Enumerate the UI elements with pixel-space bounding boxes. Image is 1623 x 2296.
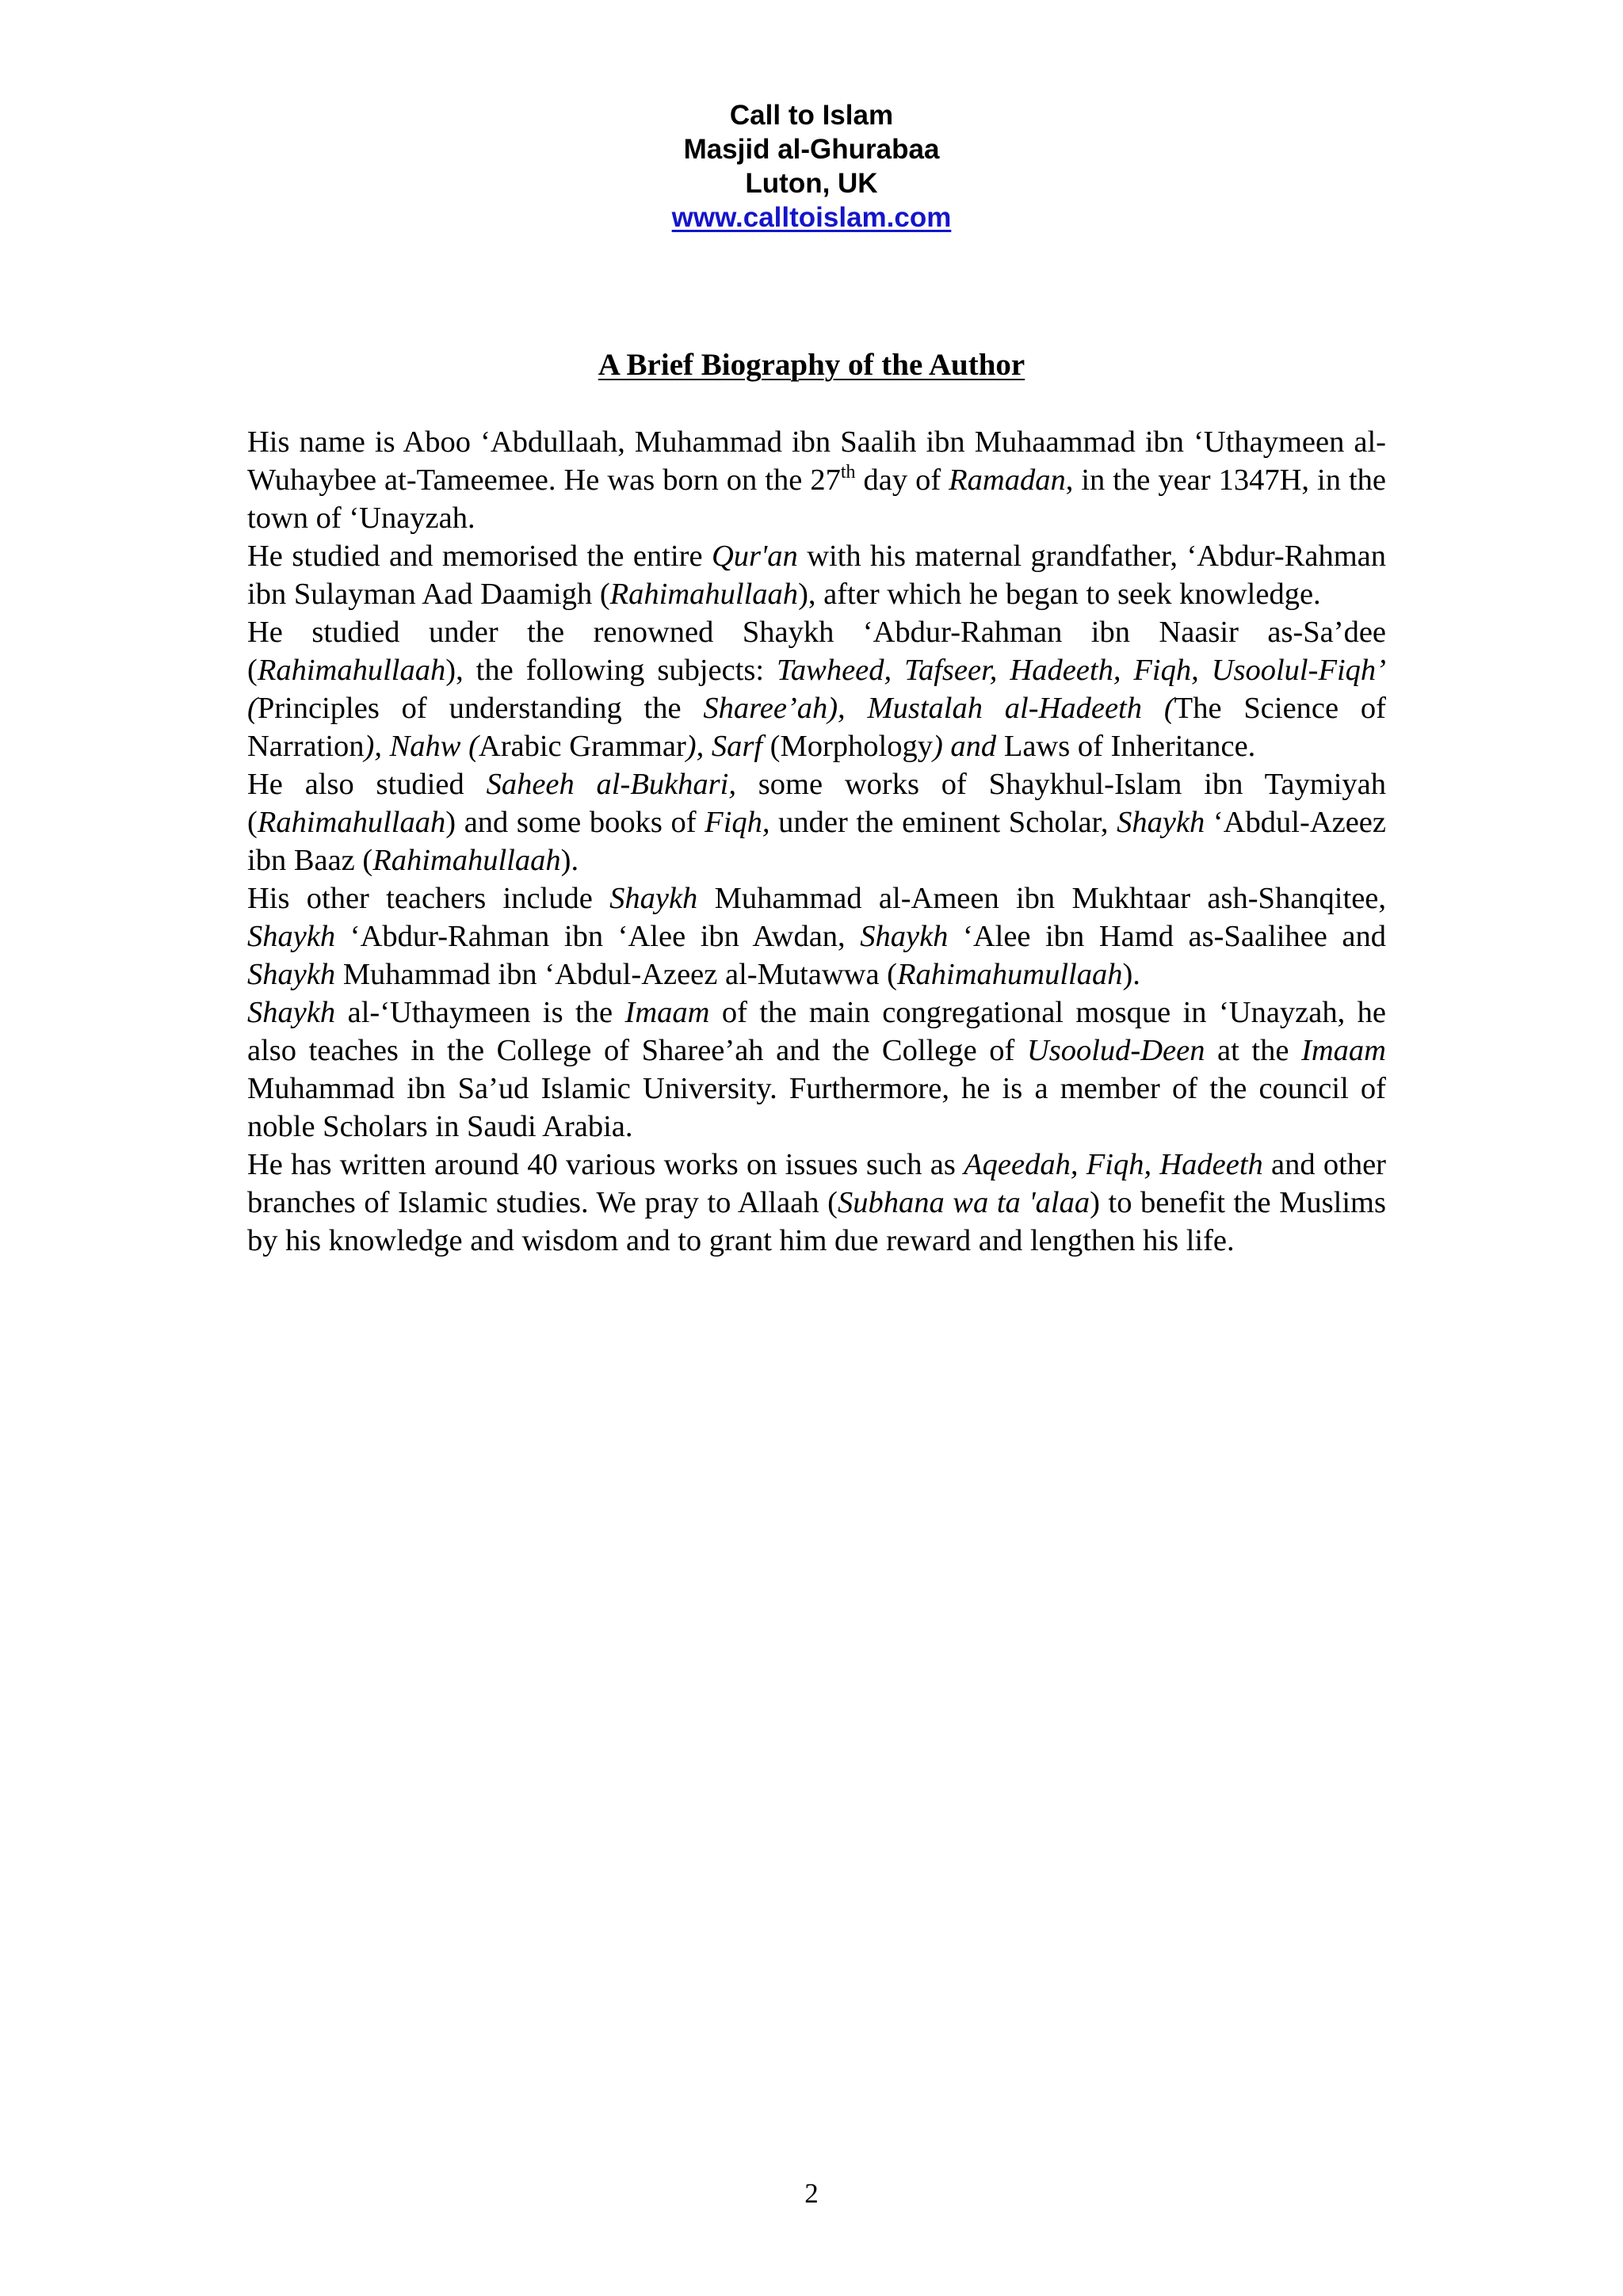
document-header — [0, 98, 1623, 235]
paragraph-name-birth: His name is Aboo ‘Abdullaah, Muhammad ibn Saalih ibn Muhaammad ibn ‘Uthaymeen al-Wuhaybee at-Tameemee. He was born on the 27th day of Ramadan, in the year 1347H, in the town of ‘Unayzah. — [247, 425, 1386, 535]
paragraph-other-teachers: His other teachers include Shaykh Muhammad al-Ameen ibn Mukhtaar ash-Shanqitee, Shaykh ‘Abdur-Rahman ibn ‘Alee ibn Awdan, Shaykh ‘Alee ibn Hamd as-Saalihee and Shaykh Muhammad ibn ‘Abdul-Azeez al-Mutawwa (Rahimahumullaah). — [247, 882, 1386, 991]
header-organization: Call to Islam — [729, 100, 894, 131]
paragraph-subjects: He studied under the renowned Shaykh ‘Abdur-Rahman ibn Naasir as-Sa’dee (Rahimahullaah), the following subjects: Tawheed, Tafseer, Hadeeth, Fiqh, Usoolul-Fiqh’ (Principles of understanding the Sharee’ah), Mustalah al-Hadeeth (The Science of Narration), Nahw (Arabic Grammar), Sarf (Morphology) and Laws of Inheritance. — [247, 616, 1386, 763]
paragraph-bukhari: He also studied Saheeh al-Bukhari, some works of Shaykhul-Islam ibn Taymiyah (Rahimahullaah) and some books of Fiqh, under the eminent Scholar, Shaykh ‘Abdul-Azeez ibn Baaz (Rahimahullaah). — [247, 768, 1386, 877]
paragraph-works: He has written around 40 various works on issues such as Aqeedah, Fiqh, Hadeeth and other branches of Islamic studies. We pray to Allaah (Subhana wa ta 'alaa) to benefit the Muslims by his knowledge and wisdom and to grant him due reward and lengthen his life. — [247, 1148, 1387, 1257]
page-number: 2 — [804, 2178, 819, 2209]
paragraph-imaam-role: Shaykh al-‘Uthaymeen is the Imaam of the main congregational mosque in ‘Unayzah, he also teaches in the College of Sharee’ah and the College of Usoolud-Deen at the Imaam Muhammad ibn Sa’ud Islamic University. Furthermore, he is a member of the council of noble Scholars in Saudi Arabia. — [247, 996, 1386, 1143]
header-location: Luton, UK — [745, 168, 878, 199]
header-mosque: Masjid al-Ghurabaa — [683, 134, 940, 165]
page-title: A Brief Biography of the Author — [598, 348, 1025, 382]
biography-body — [247, 423, 1386, 1260]
paragraph-quran-study: He studied and memorised the entire Qur'an with his maternal grandfather, ‘Abdur-Rahman ibn Sulayman Aad Daamigh (Rahimahullaah), after which he began to seek knowledge. — [247, 540, 1386, 611]
website-link[interactable]: www.calltoislam.com — [671, 202, 952, 233]
